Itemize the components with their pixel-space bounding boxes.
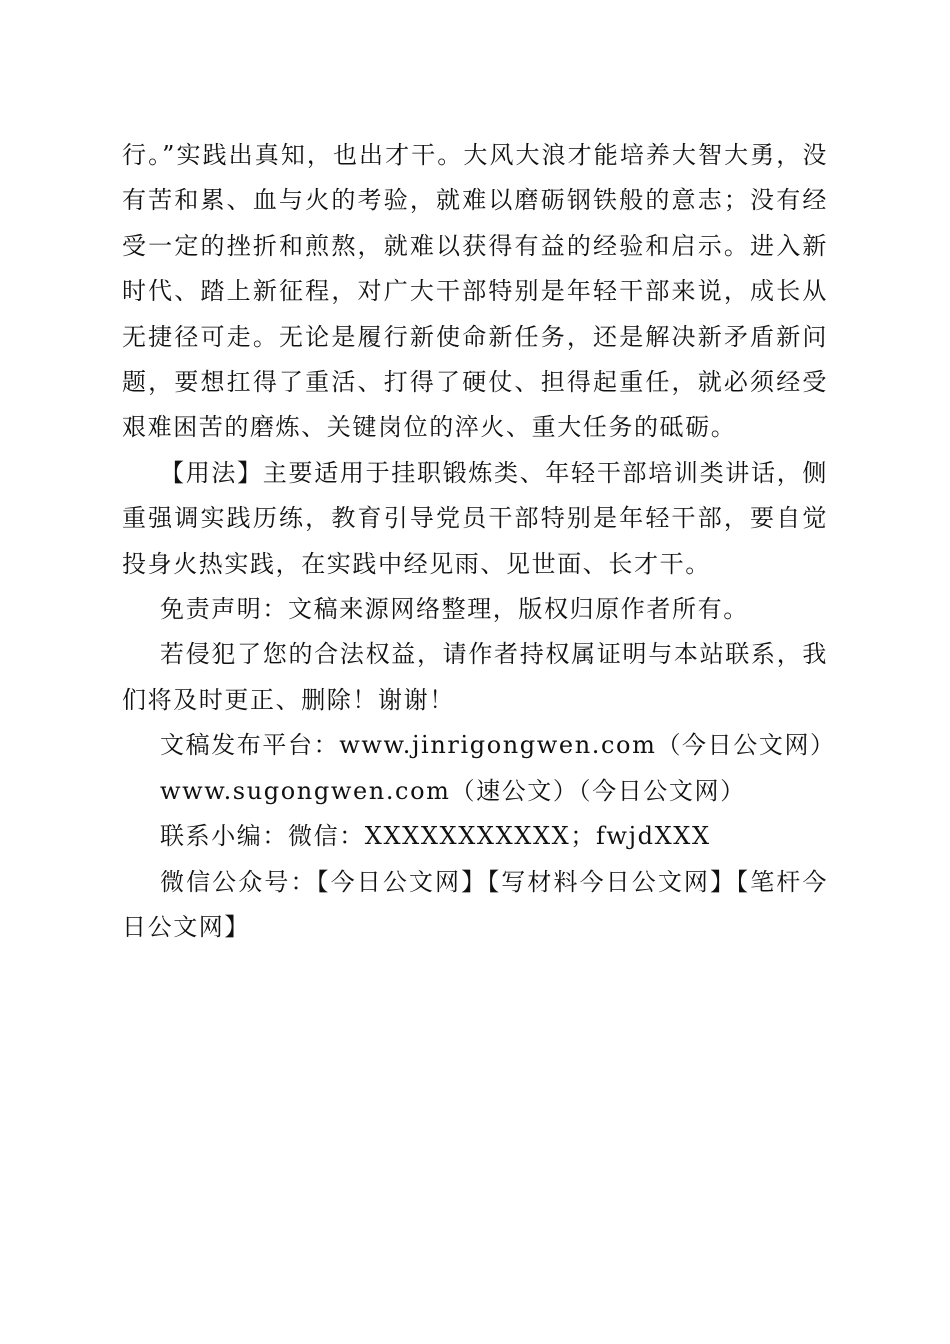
paragraph-usage: 【用法】主要适用于挂职锻炼类、年轻干部培训类讲话，侧重强调实践历练，教育引导党员干部特别是年轻干部，要自觉投身火热实践，在实践中经见雨、见世面、长才干。 (122, 458, 828, 578)
paragraph-practice: 行。”实践出真知，也出才干。大风大浪才能培养大智大勇，没有苦和累、血与火的考验，就难以磨砺钢铁般的意志；没有经受一定的挫折和煎熬，就难以获得有益的经验和启示。进入新时代、踏上新征程，对广大干部特别是年轻干部来说，成长从无捷径可走。无论是履行新使命新任务，还是解决新矛盾新问题，要想扛得了重活、打得了硬仗、担得起重任，就必须经受艰难困苦的磨炼、关键岗位的淬火、重大任务的砥砺。 (122, 141, 828, 442)
paragraph-platform: 文稿发布平台：www.jinrigongwen.com（今日公文网） (160, 731, 836, 760)
document-body (122, 133, 836, 950)
paragraph-wechat-accounts: 微信公众号：【今日公文网】【写材料今日公文网】【笔杆今日公文网】 (122, 867, 828, 941)
paragraph-infringement: 若侵犯了您的合法权益，请作者持权属证明与本站联系，我们将及时更正、删除！谢谢！ (122, 640, 828, 714)
paragraph-contact: 联系小编：微信：XXXXXXXXXXX；fwjdXXX (160, 822, 711, 851)
paragraph-disclaimer: 免责声明：文稿来源网络整理，版权归原作者所有。 (160, 595, 749, 624)
paragraph-platform-2: www.sugongwen.com（速公文）（今日公文网） (160, 776, 746, 805)
